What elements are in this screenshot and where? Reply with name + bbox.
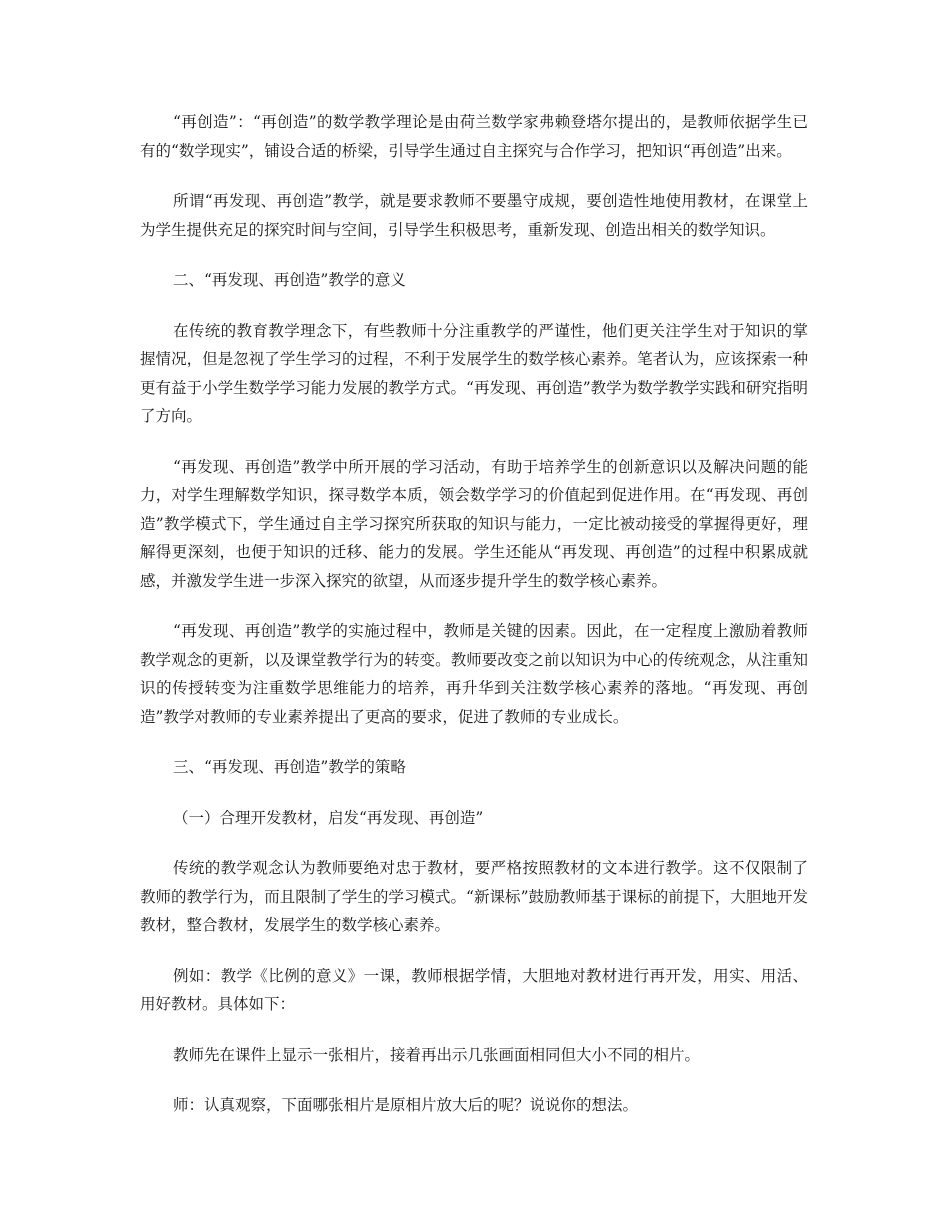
paragraph-photo-display: 教师先在课件上显示一张相片，接着再出示几张画面相同但大小不同的相片。	[173, 1045, 701, 1064]
paragraph-significance-3: “再发现、再创造”教学的实施过程中，教师是关键的因素。因此，在一定程度上激励着教师教学观念的更新，以及课堂教学行为的转变。教师要改变之前以知识为中心的传统观念，从注重知识的传授转变为注重数学思维能力的培养，再升华到关注数学核心素养的落地。“再发现、再创造”教学对教师的专业素养提出了更高的要求，促进了教师的专业成长。	[140, 622, 808, 726]
paragraph-teacher-question: 师：认真观察，下面哪张相片是原相片放大后的呢？说说你的想法。	[173, 1096, 639, 1114]
section-heading-significance: 二、“再发现、再创造”教学的意义	[173, 271, 406, 289]
paragraph-recreation-definition: “再创造”：“再创造”的数学教学理论是由荷兰数学家弗赖登塔尔提出的，是教师依据学生已有的“数学现实”，铺设合适的桥梁，引导学生通过自主探究与合作学习，把知识“再创造”出来。	[140, 113, 808, 160]
paragraph-rediscovery-definition: 所谓“再发现、再创造”教学，就是要求教师不要墨守成规，要创造性地使用教材，在课堂上为学生提供充足的探究时间与空间，引导学生积极思考，重新发现、创造出相关的数学知识。	[140, 192, 808, 239]
subsection-heading-textbook: （一）合理开发教材，启发“再发现、再创造”	[173, 808, 484, 827]
paragraph-textbook: 传统的教学观念认为教师要绝对忠于教材，要严格按照教材的文本进行教学。这不仅限制了教师的教学行为，而且限制了学生的学习模式。“新课标”鼓励教师基于课标的前提下，大胆地开发教材，整合教材，发展学生的数学核心素养。	[140, 859, 808, 934]
section-heading-strategy: 三、“再发现、再创造”教学的策略	[173, 758, 406, 776]
paragraph-significance-1: 在传统的教育教学理念下，有些教师十分注重教学的严谨性，他们更关注学生对于知识的掌握情况，但是忽视了学生学习的过程，不利于发展学生的数学核心素养。笔者认为，应该探索一种更有益于小学生数学学习能力发展的教学方式。“再发现、再创造”教学为数学教学实践和研究指明了方向。	[140, 321, 808, 425]
document-page	[140, 108, 808, 1120]
paragraph-significance-2: “再发现、再创造”教学中所开展的学习活动，有助于培养学生的创新意识以及解决问题的能力，对学生理解数学知识，探寻数学本质，领会数学学习的价值起到促进作用。在“再发现、再创造”教学模式下，学生通过自主学习探究所获取的知识与能力，一定比被动接受的掌握得更好，理解得更深刻，也便于知识的迁移、能力的发展。学生还能从“再发现、再创造”的过程中积累成就感，并激发学生进一步深入探究的欲望，从而逐步提升学生的数学核心素养。	[140, 457, 808, 590]
paragraph-example: 例如：教学《比例的意义》一课，教师根据学情，大胆地对教材进行再开发，用实、用活、用好教材。具体如下：	[140, 966, 808, 1013]
